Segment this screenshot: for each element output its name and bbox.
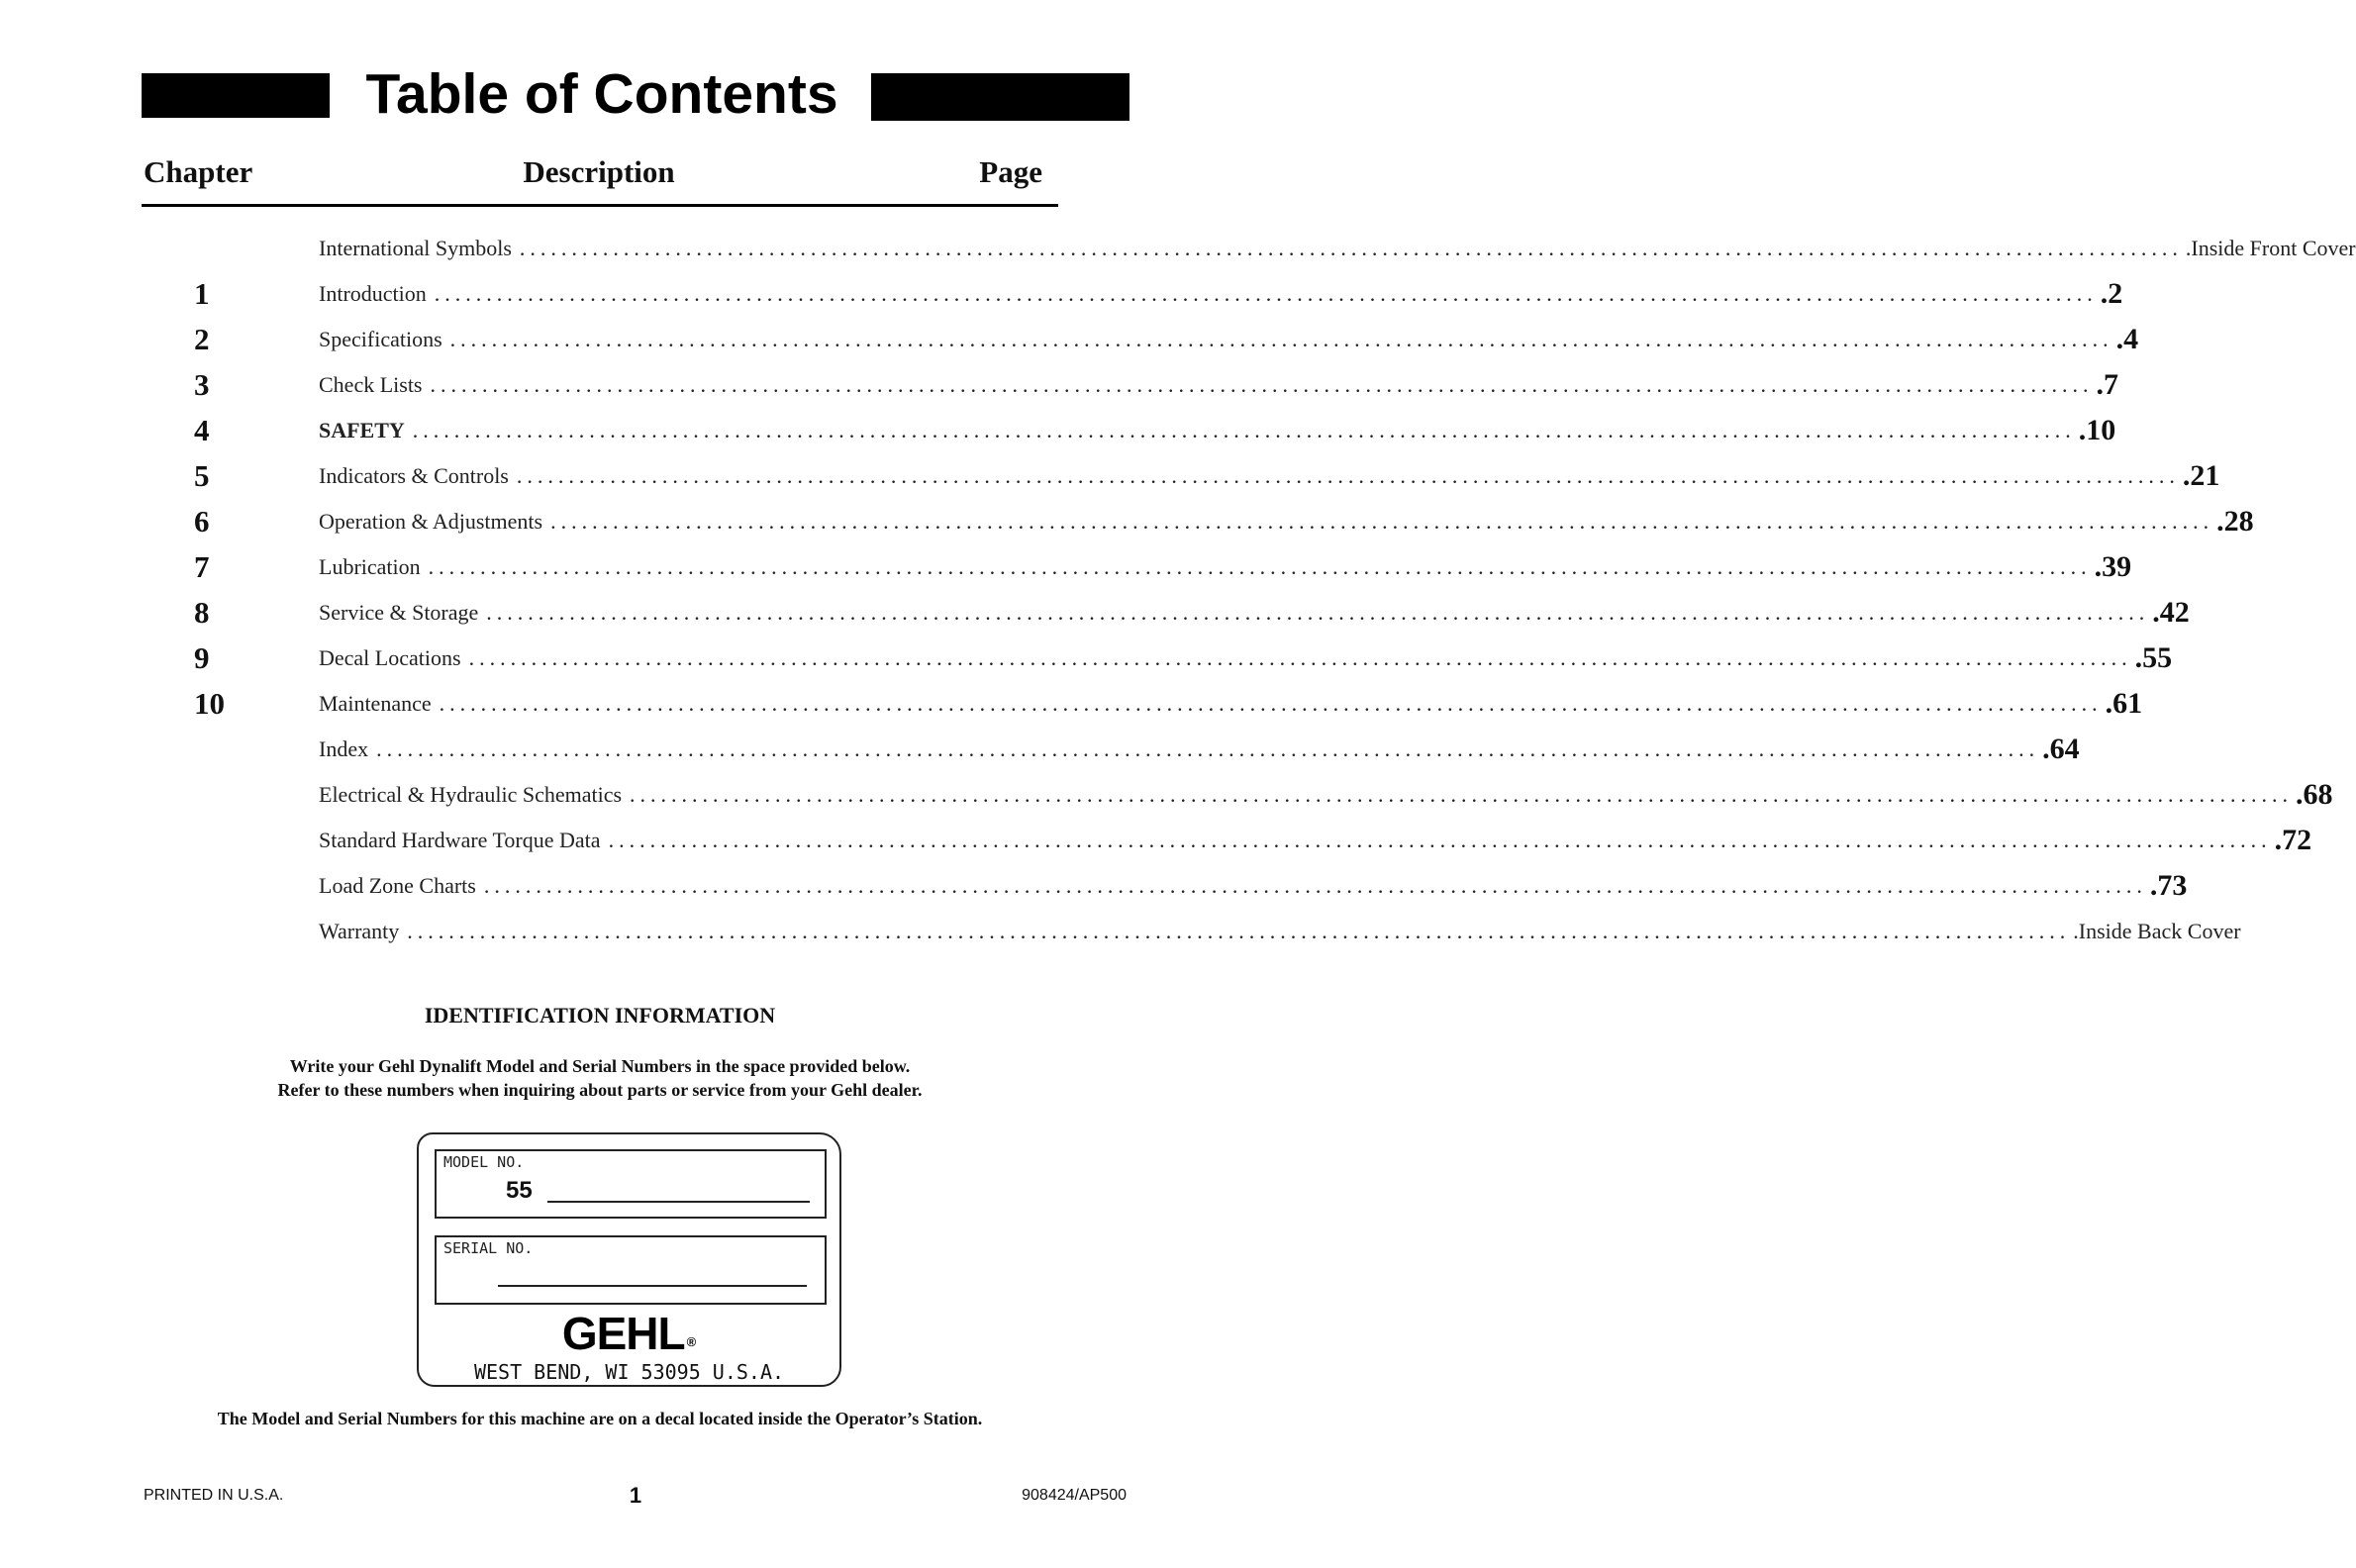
- toc-chapter-number: 1: [194, 276, 210, 311]
- header-rule: [142, 204, 1058, 207]
- toc-dot-leader: ................................................................................................................................................................: [608, 828, 2272, 852]
- toc-page-number: .28: [2216, 505, 2254, 538]
- toc-description: Specifications: [319, 327, 442, 351]
- toc-dot-leader: ................................................................................................................................................................: [376, 736, 2040, 761]
- model-number-value: 55: [506, 1177, 533, 1204]
- toc-description: Introduction: [319, 281, 427, 306]
- toc-chapter-number: 2: [194, 322, 210, 356]
- toc-description: Standard Hardware Torque Data: [319, 828, 601, 852]
- page-title: Table of Contents: [365, 62, 838, 126]
- toc-chapter-number: 10: [194, 686, 225, 721]
- toc-description: Decal Locations: [319, 645, 461, 670]
- toc-row: [0, 909, 2241, 954]
- toc-row: [0, 408, 2116, 453]
- toc-entry: [319, 544, 2132, 590]
- toc-entry: [319, 271, 2123, 317]
- toc-row: [0, 499, 2254, 544]
- identification-instruction-line2: Refer to these numbers when inquiring about parts or service from your Gehl dealer.: [277, 1080, 923, 1100]
- toc-dot-leader: ................................................................................................................................................................: [407, 919, 2071, 943]
- toc-entry: [319, 909, 2241, 954]
- toc-description: Lubrication: [319, 554, 421, 579]
- toc-row: [0, 544, 2132, 590]
- toc-page-number: .10: [2078, 414, 2116, 446]
- toc-entry: [319, 226, 2356, 271]
- toc-page-number: .39: [2094, 550, 2132, 583]
- toc-page-number: .72: [2274, 824, 2312, 856]
- toc-dot-leader: ................................................................................................................................................................: [519, 236, 2183, 260]
- toc-dot-leader: ................................................................................................................................................................: [412, 418, 2076, 442]
- toc-dot-leader: ................................................................................................................................................................: [449, 327, 2113, 351]
- toc-row: [0, 727, 2080, 772]
- toc-row: [0, 271, 2123, 317]
- toc-dot-leader: ................................................................................................................................................................: [483, 873, 2147, 898]
- toc-page-number: .42: [2152, 596, 2190, 629]
- toc-description: Operation & Adjustments: [319, 509, 543, 534]
- toc-entry: [319, 499, 2254, 544]
- column-header-description: Description: [523, 154, 675, 189]
- toc-dot-leader: ................................................................................................................................................................: [468, 645, 2132, 670]
- serial-number-label: SERIAL NO.: [443, 1239, 534, 1257]
- toc-list: [0, 226, 2356, 954]
- serial-number-box: [435, 1235, 827, 1305]
- identification-heading: IDENTIFICATION INFORMATION: [424, 1003, 776, 1028]
- toc-description: Maintenance: [319, 691, 432, 716]
- toc-row: [0, 681, 2143, 727]
- toc-entry: [319, 818, 2312, 863]
- toc-entry: [319, 453, 2220, 499]
- toc-page-number: .55: [2134, 641, 2173, 674]
- toc-chapter-number: 3: [194, 367, 210, 402]
- toc-entry: [319, 681, 2143, 727]
- model-number-box: [435, 1149, 827, 1219]
- column-header-chapter: Chapter: [144, 154, 253, 189]
- registered-mark: ®: [686, 1334, 697, 1349]
- footer-page-number: 1: [629, 1483, 642, 1508]
- toc-entry: [319, 362, 2118, 408]
- toc-chapter-number: 5: [194, 458, 210, 493]
- identification-decal: [417, 1132, 841, 1387]
- toc-description: International Symbols: [319, 236, 512, 260]
- toc-entry: [319, 317, 2139, 362]
- title-bar-left: [142, 73, 330, 118]
- toc-description: Check Lists: [319, 372, 423, 397]
- footer-printed: PRINTED IN U.S.A.: [144, 1487, 284, 1504]
- toc-row: [0, 636, 2173, 681]
- model-number-line: [547, 1201, 810, 1203]
- toc-description: Load Zone Charts: [319, 873, 476, 898]
- toc-row: [0, 362, 2118, 408]
- toc-dot-leader: ................................................................................................................................................................: [434, 281, 2098, 306]
- toc-dot-leader: ................................................................................................................................................................: [486, 600, 2150, 625]
- toc-description: SAFETY: [319, 418, 405, 442]
- toc-page-number: .64: [2042, 733, 2080, 765]
- decal-address: WEST BEND, WI 53095 U.S.A.: [473, 1360, 785, 1384]
- toc-description: Electrical & Hydraulic Schematics: [319, 782, 623, 807]
- toc-row: [0, 590, 2190, 636]
- toc-dot-leader: ................................................................................................................................................................: [630, 782, 2294, 807]
- identification-instruction-line1: Write your Gehl Dynalift Model and Serial Numbers in the space provided below.: [289, 1056, 911, 1076]
- toc-chapter-number: 8: [194, 595, 210, 630]
- model-number-label: MODEL NO.: [443, 1153, 525, 1171]
- toc-chapter-number: 6: [194, 504, 210, 539]
- toc-page-number: .68: [2296, 778, 2333, 811]
- toc-entry: [319, 408, 2116, 453]
- toc-chapter-number: 4: [194, 413, 210, 447]
- toc-entry: [319, 590, 2190, 636]
- toc-description: Warranty: [319, 919, 400, 943]
- toc-page-number: .2: [2100, 277, 2123, 310]
- footer-document-code: 908424/AP500: [1022, 1487, 1127, 1504]
- toc-page-number: .Inside Front Cover: [2185, 236, 2356, 260]
- toc-row: [0, 453, 2220, 499]
- toc-dot-leader: ................................................................................................................................................................: [516, 463, 2180, 488]
- toc-dot-leader: ................................................................................................................................................................: [428, 554, 2092, 579]
- toc-page-number: .4: [2115, 323, 2139, 355]
- toc-dot-leader: ................................................................................................................................................................: [550, 509, 2214, 534]
- toc-entry: [319, 863, 2188, 909]
- toc-description: Service & Storage: [319, 600, 479, 625]
- toc-description: Indicators & Controls: [319, 463, 509, 488]
- toc-chapter-number: 7: [194, 549, 210, 584]
- toc-row: [0, 818, 2312, 863]
- toc-page-number: .21: [2182, 459, 2220, 492]
- toc-entry: [319, 772, 2333, 818]
- toc-page-number: .7: [2096, 368, 2118, 401]
- column-header-page: Page: [979, 154, 1042, 189]
- title-bar-right: [871, 73, 1129, 121]
- toc-chapter-number: 9: [194, 640, 210, 675]
- toc-row: [0, 772, 2333, 818]
- gehl-logo: [419, 1308, 839, 1365]
- toc-page-number: .Inside Back Cover: [2073, 919, 2241, 943]
- toc-entry: [319, 727, 2080, 772]
- toc-dot-leader: ................................................................................................................................................................: [439, 691, 2103, 716]
- toc-description: Index: [319, 736, 369, 761]
- toc-page-number: .61: [2105, 687, 2143, 720]
- identification-note: The Model and Serial Numbers for this machine are on a decal located inside the Operator’s Station.: [217, 1409, 983, 1428]
- toc-row: [0, 317, 2139, 362]
- toc-row: [0, 863, 2188, 909]
- gehl-logo-text: GEHL: [561, 1308, 685, 1359]
- toc-page-number: .73: [2149, 869, 2188, 902]
- toc-dot-leader: ................................................................................................................................................................: [430, 372, 2094, 397]
- toc-row: [0, 226, 2356, 271]
- toc-entry: [319, 636, 2173, 681]
- title-banner: [142, 61, 1129, 127]
- serial-number-line: [498, 1285, 807, 1287]
